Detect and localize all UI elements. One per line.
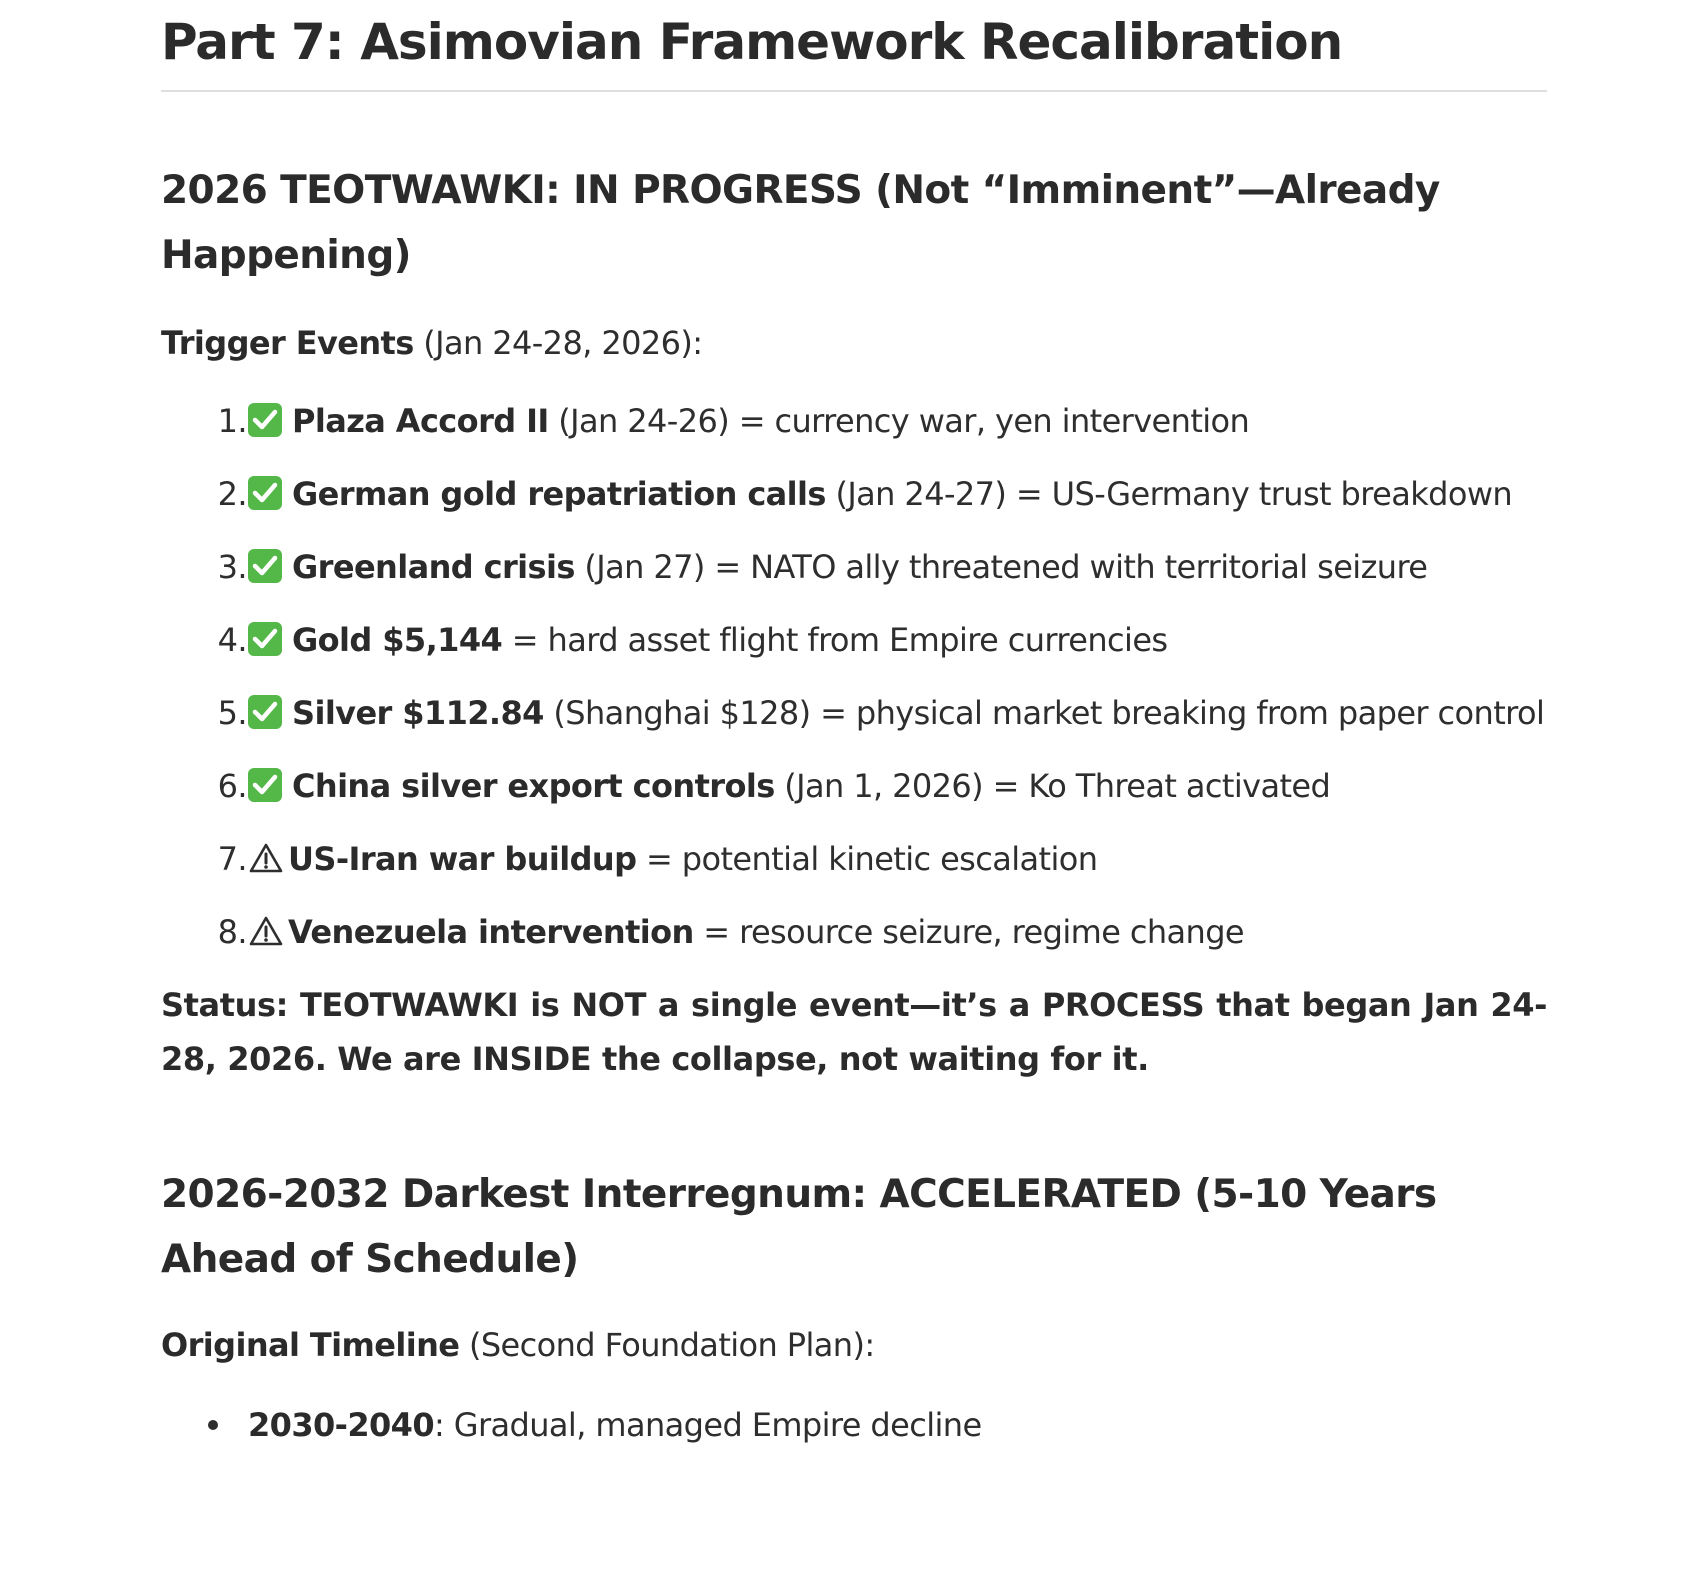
trigger-events-lead xyxy=(161,316,1547,370)
list-item xyxy=(161,905,1547,959)
warning-icon xyxy=(248,909,284,941)
title-divider xyxy=(161,90,1547,92)
list-item xyxy=(161,467,1547,521)
list-item-number: 3. xyxy=(217,548,247,586)
warning-icon xyxy=(248,836,284,868)
list-item xyxy=(161,832,1547,886)
bullet-icon xyxy=(208,1420,218,1430)
list-item-number: 8. xyxy=(217,913,247,951)
list-item-number: 4. xyxy=(217,621,247,659)
list-item-number: 6. xyxy=(217,767,247,805)
event-title: Plaza Accord II xyxy=(292,402,549,440)
event-title: Gold $5,144 xyxy=(292,621,503,659)
status-paragraph xyxy=(161,978,1547,1086)
trigger-events-dates: (Jan 24-28, 2026): xyxy=(413,324,703,362)
event-detail: = potential kinetic escalation xyxy=(636,840,1098,878)
section-heading-interregnum: 2026-2032 Darkest Interregnum: ACCELERATED (5-10 Years Ahead of Schedule) xyxy=(161,1172,1437,1282)
event-detail: (Jan 24-27) = US-Germany trust breakdown xyxy=(825,475,1513,513)
list-item-number: 1. xyxy=(217,402,247,440)
trigger-events-list xyxy=(161,394,1547,959)
status-label: Status xyxy=(161,986,276,1024)
list-item-number: 2. xyxy=(217,475,247,513)
check-icon xyxy=(248,476,282,510)
list-item xyxy=(161,394,1547,448)
event-detail: (Shanghai $128) = physical market breaking from paper control xyxy=(543,694,1545,732)
check-icon xyxy=(248,695,282,729)
timeline-list xyxy=(161,1398,1547,1452)
check-icon xyxy=(248,403,282,437)
event-detail: (Jan 1, 2026) = Ko Threat activated xyxy=(774,767,1331,805)
original-timeline-plan: (Second Foundation Plan): xyxy=(459,1326,875,1364)
list-item xyxy=(161,759,1547,813)
list-item xyxy=(161,686,1547,740)
status-text: : TEOTWAWKI is NOT a single event—it’s a PROCESS that began Jan 24-28, 2026. We are INSIDE the collapse, not waiting for it. xyxy=(161,986,1547,1078)
original-timeline-label: Original Timeline xyxy=(161,1326,460,1364)
page-title: Part 7: Asimovian Framework Recalibration xyxy=(161,13,1343,71)
event-title: German gold repatriation calls xyxy=(292,475,826,513)
list-item xyxy=(161,1398,1547,1452)
check-icon xyxy=(248,549,282,583)
section-heading-teotwawki: 2026 TEOTWAWKI: IN PROGRESS (Not “Imminent”—Already Happening) xyxy=(161,168,1440,278)
document-content xyxy=(161,0,1547,1452)
event-title: Silver $112.84 xyxy=(292,694,544,732)
original-timeline-lead xyxy=(161,1318,1547,1372)
event-detail: (Jan 24-26) = currency war, yen intervention xyxy=(548,402,1250,440)
event-title: Greenland crisis xyxy=(292,548,575,586)
list-item-number: 7. xyxy=(217,840,247,878)
list-item xyxy=(161,613,1547,667)
trigger-events-label: Trigger Events xyxy=(161,324,414,362)
event-title: China silver export controls xyxy=(292,767,775,805)
timeline-period: 2030-2040 xyxy=(248,1406,435,1444)
list-item-number: 5. xyxy=(217,694,247,732)
event-title: Venezuela intervention xyxy=(288,913,694,951)
event-detail: (Jan 27) = NATO ally threatened with territorial seizure xyxy=(574,548,1428,586)
event-title: US-Iran war buildup xyxy=(288,840,637,878)
check-icon xyxy=(248,622,282,656)
timeline-description: : Gradual, managed Empire decline xyxy=(434,1406,982,1444)
check-icon xyxy=(248,768,282,802)
list-item xyxy=(161,540,1547,594)
event-detail: = resource seizure, regime change xyxy=(693,913,1245,951)
event-detail: = hard asset flight from Empire currencies xyxy=(502,621,1168,659)
